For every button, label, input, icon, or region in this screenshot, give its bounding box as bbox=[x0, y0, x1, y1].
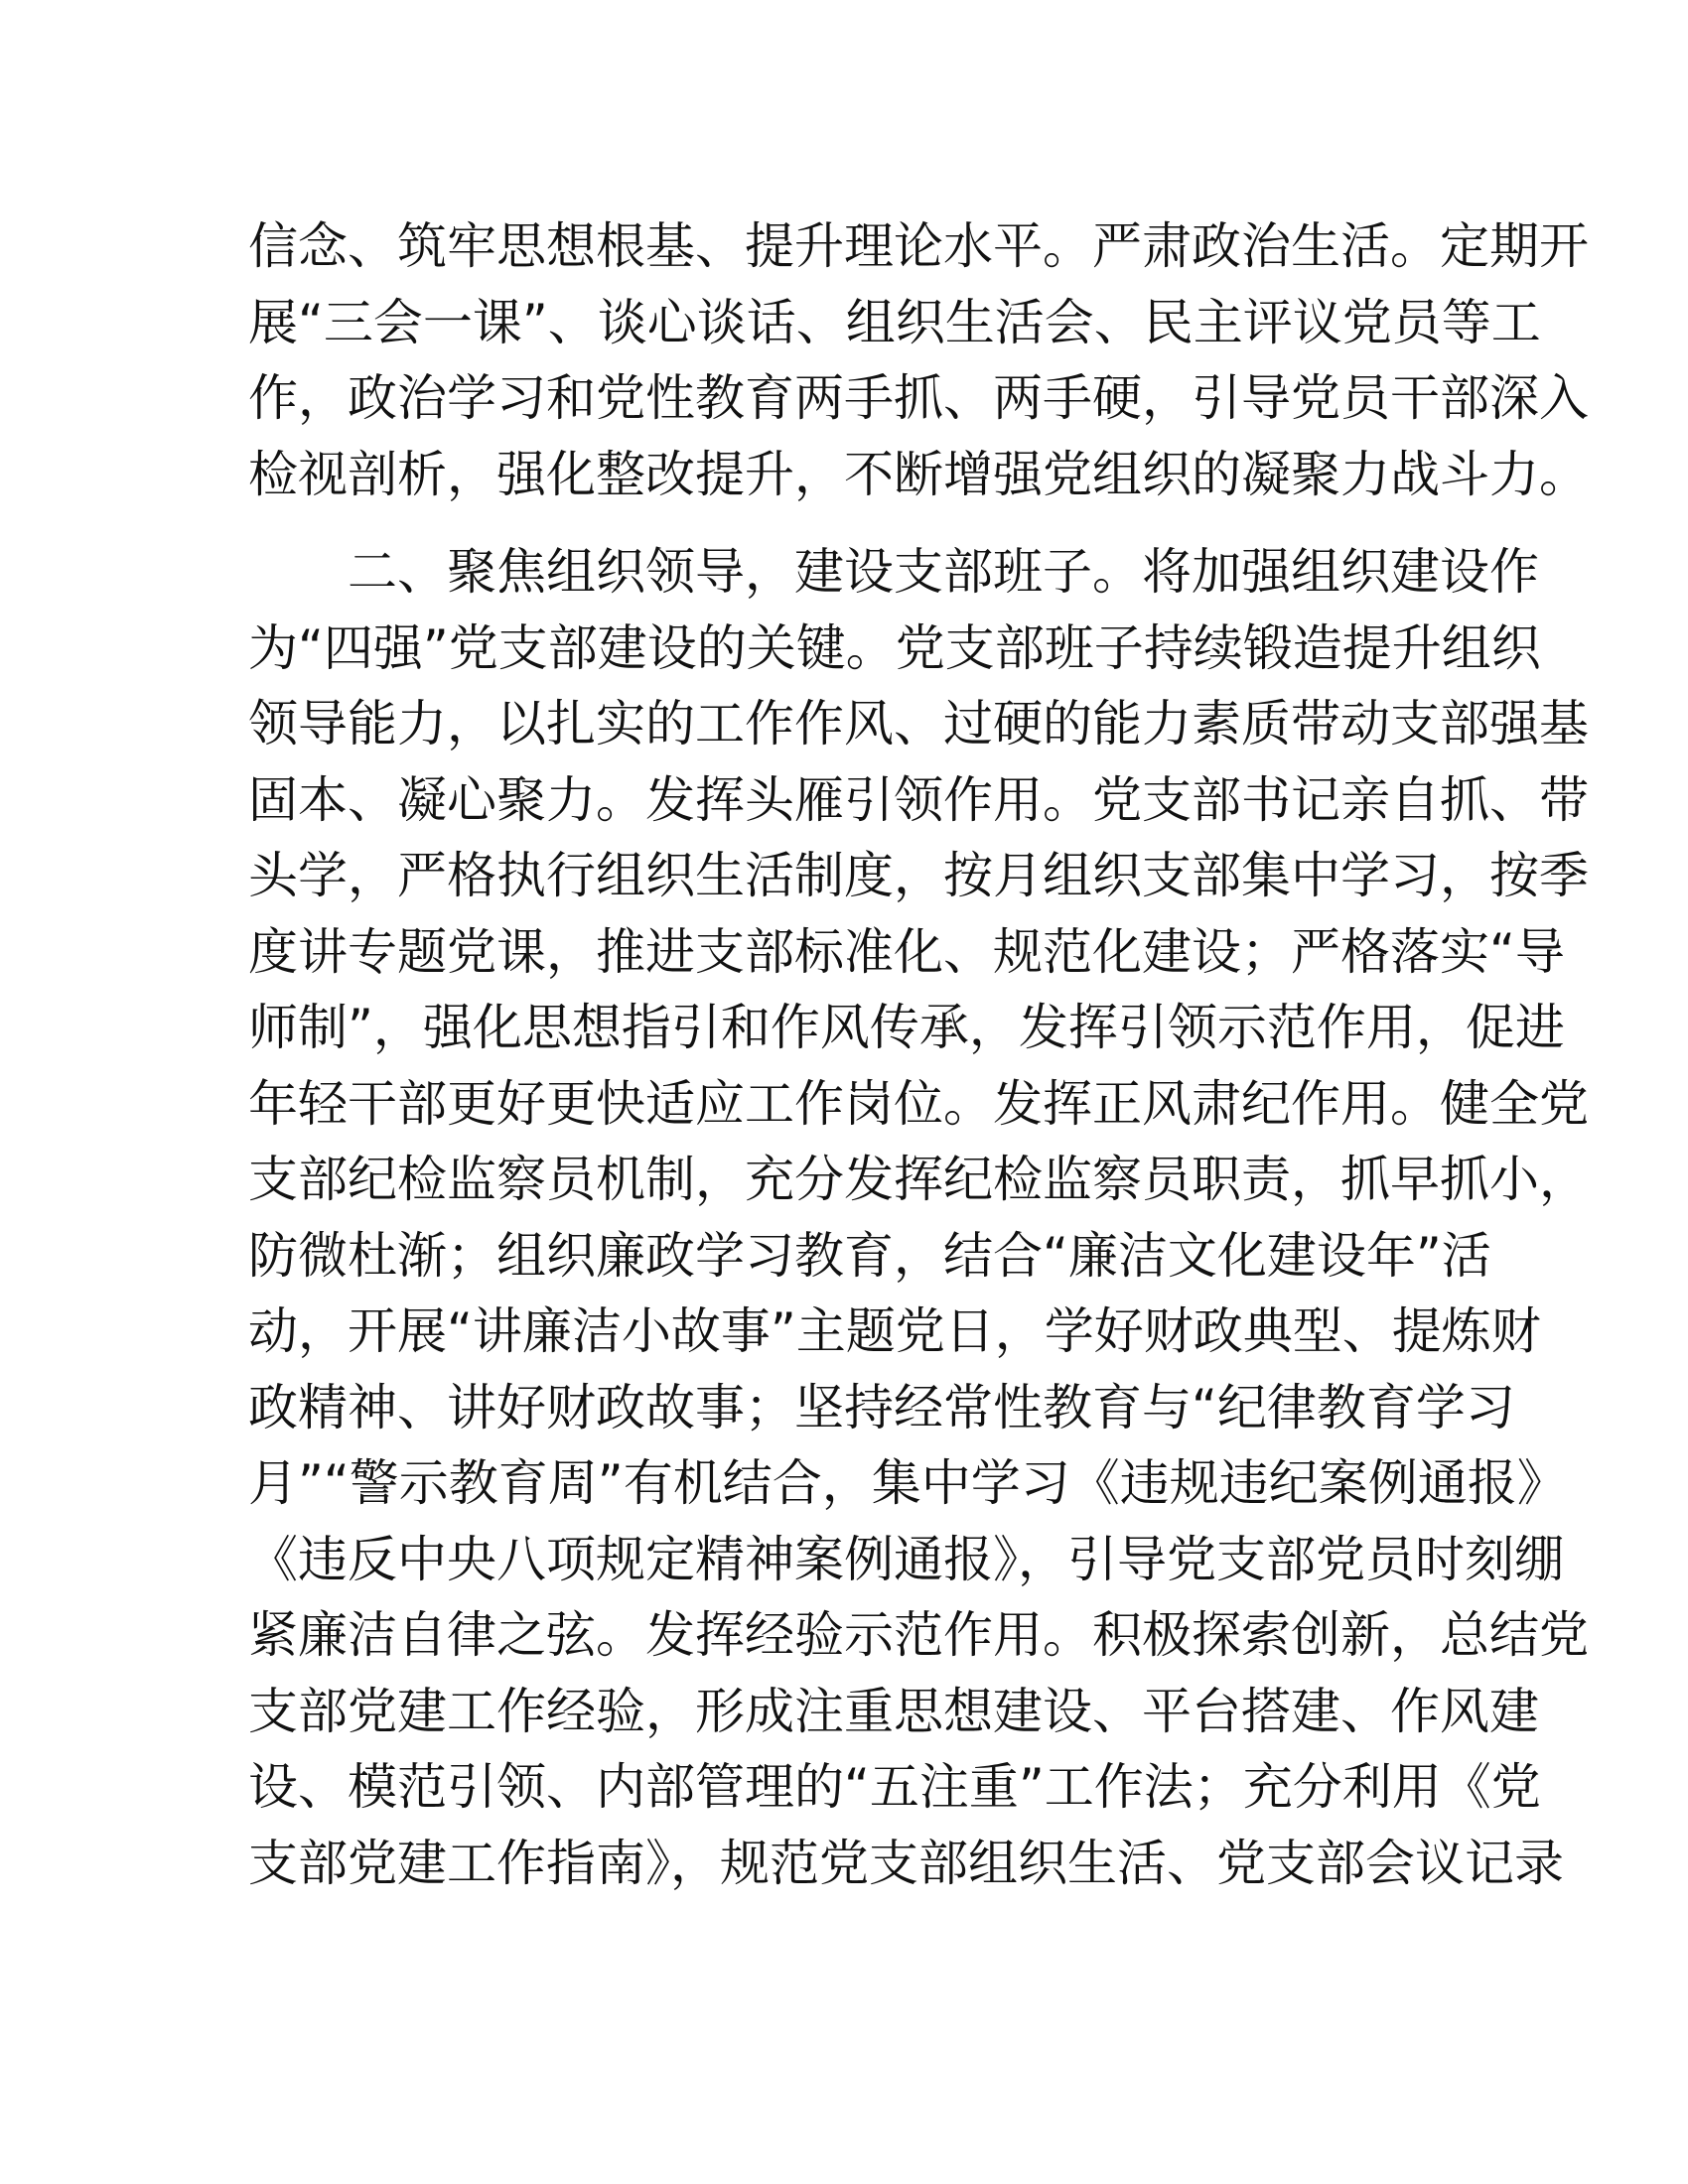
text-line: 领导能力，以扎实的工作作风、过硬的能力素质带动支部强基 bbox=[248, 695, 1589, 752]
text-line: 检视剖析，强化整改提升，不断增强党组织的凝聚力战斗力。 bbox=[248, 445, 1589, 503]
text-line: 动，开展“讲廉洁小故事”主题党日，学好财政典型、提炼财 bbox=[248, 1302, 1541, 1360]
text-line: 头学，严格执行组织生活制度，按月组织支部集中学习，按季 bbox=[248, 847, 1589, 904]
text-line: 度讲专题党课，推进支部标准化、规范化建设；严格落实“导 bbox=[248, 922, 1565, 981]
text-line: 支部党建工作经验，形成注重思想建设、平台搭建、作风建 bbox=[248, 1682, 1539, 1740]
text-line: 支部党建工作指南》，规范党支部组织生活、党支部会议记录 bbox=[248, 1834, 1564, 1892]
text-line: 作，政治学习和党性教育两手抓、两手硬，引导党员干部深入 bbox=[248, 369, 1589, 427]
text-line: 信念、筑牢思想根基、提升理论水平。严肃政治生活。定期开 bbox=[248, 217, 1589, 275]
text-line: 为“四强”党支部建设的关键。党支部班子持续锻造提升组织 bbox=[248, 618, 1541, 677]
text-line: 紧廉洁自律之弦。发挥经验示范作用。积极探索创新，总结党 bbox=[248, 1606, 1589, 1664]
section-heading-line: 二、聚焦组织领导，建设支部班子。将加强组织建设作 bbox=[348, 543, 1539, 601]
text-line: 师制”，强化思想指引和作风传承，发挥引领示范作用，促进 bbox=[248, 999, 1565, 1056]
text-line: 月”“警示教育周”有机结合，集中学习《违规违纪案例通报》 bbox=[248, 1454, 1567, 1512]
text-line: 防微杜渐；组织廉政学习教育，结合“廉洁文化建设年”活 bbox=[248, 1226, 1491, 1285]
text-line: 支部纪检监察员机制，充分发挥纪检监察员职责，抓早抓小， bbox=[248, 1151, 1589, 1208]
text-line: 展“三会一课”、谈心谈话、组织生活会、民主评议党员等工 bbox=[248, 293, 1541, 351]
paragraph-1 bbox=[248, 208, 1589, 512]
text-line: 年轻干部更好更快适应工作岗位。发挥正风肃纪作用。健全党 bbox=[248, 1074, 1589, 1133]
text-line: 《违反中央八项规定精神案例通报》，引导党支部党员时刻绷 bbox=[248, 1530, 1564, 1588]
text-line: 固本、凝心聚力。发挥头雁引领作用。党支部书记亲自抓、带 bbox=[248, 770, 1589, 829]
text-line: 设、模范引领、内部管理的“五注重”工作法；充分利用《党 bbox=[248, 1758, 1541, 1816]
paragraph-2 bbox=[248, 534, 1589, 1901]
text-line: 政精神、讲好财政故事；坚持经常性教育与“纪律教育学习 bbox=[248, 1378, 1515, 1436]
